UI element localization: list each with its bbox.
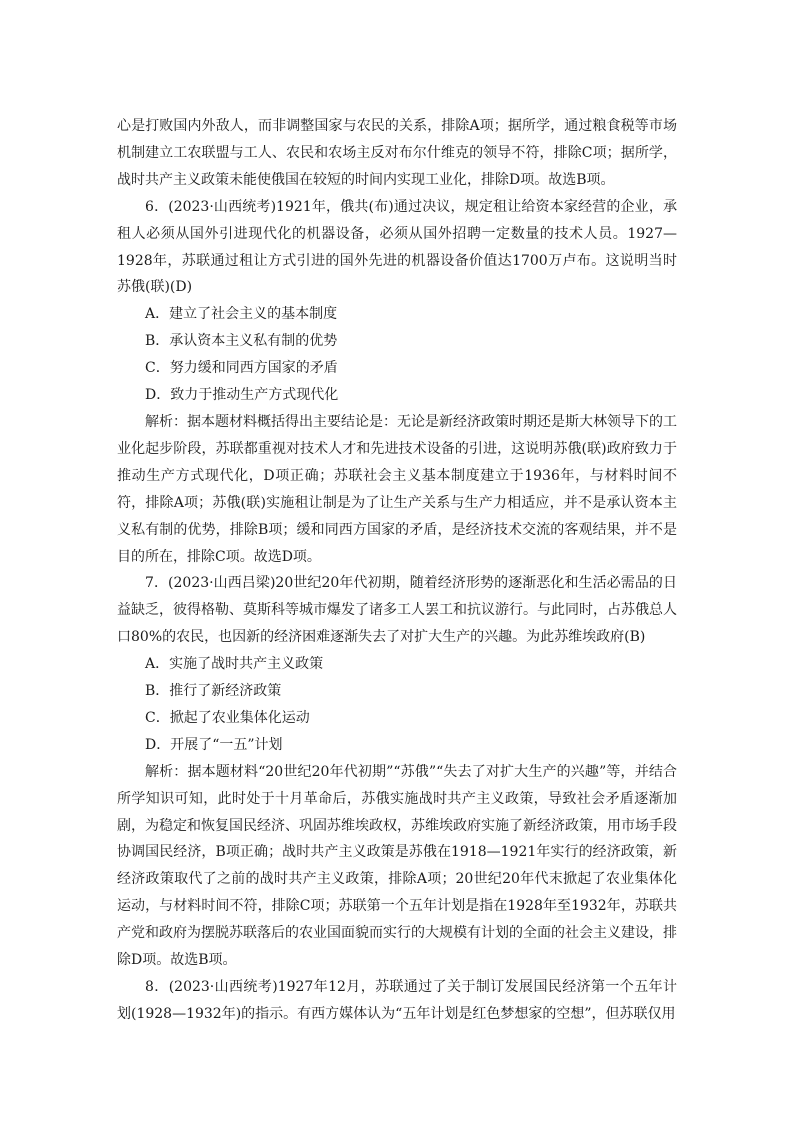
question-7-option-d: D．开展了“一五”计划 (145, 736, 283, 753)
question-7-stem: 7．(2023·山西吕梁)20世纪20年代初期，随着经济形势的逐渐恶化和生活必需品的日益缺乏，彼得格勒、莫斯科等城市爆发了诸多工人罢工和抗议游行。与此同时，占苏俄总人口80%的农民，也因新的经济困难逐渐失去了对扩大生产的兴趣。为此苏维埃政府(B) (117, 575, 677, 646)
question-6-analysis: 解析：据本题材料概括得出主要结论是：无论是新经济政策时期还是斯大林领导下的工业化起步阶段，苏联都重视对技术人才和先进技术设备的引进，这说明苏俄(联)政府致力于推动生产方式现代化，D项正确；苏联社会主义基本制度建立于1936年，与材料时间不符，排除A项；苏俄(联)实施租让制是为了让生产关系与生产力相适应，并不是承认资本主义私有制的优势，排除B项；缓和同西方国家的矛盾，是经济技术交流的客观结果，并不是目的所在，排除C项。故选D项。 (117, 413, 677, 565)
question-6-option-a: A．建立了社会主义的基本制度 (145, 306, 338, 323)
question-7-analysis: 解析：据本题材料“20世纪20年代初期”“苏俄”“失去了对扩大生产的兴趣”等，并结合所学知识可知，此时处于十月革命后，苏俄实施战时共产主义政策，导致社会矛盾逐渐加剧，为稳定和恢复国民经济、巩固苏维埃政权，苏维埃政府实施了新经济政策，用市场手段协调国民经济，B项正确；战时共产主义政策是苏俄在1918—1921年实行的经济政策，新经济政策取代了之前的战时共产主义政策，排除A项；20世纪20年代末掀起了农业集体化运动，与材料时间不符，排除C项；苏联第一个五年计划是指在1928年至1932年，苏联共产党和政府为摆脱苏联落后的农业国面貌而实行的大规模有计划的全面的社会主义建设，排除D项。故选B项。 (117, 763, 677, 969)
question-6-option-c: C．努力缓和同西方国家的矛盾 (145, 360, 338, 377)
previous-analysis-continuation: 心是打败国内外敌人，而非调整国家与农民的关系，排除A项；据所学，通过粮食税等市场机制建立工农联盟与工人、农民和农场主反对布尔什维克的领导不符，排除C项；据所学，战时共产主义政策未能使俄国在较短的时间内实现工业化，排除D项。故选B项。 (117, 118, 677, 188)
question-8-stem: 8．(2023·山西统考)1927年12月，苏联通过了关于制订发展国民经济第一个五年计划(1928—1932年)的指示。有西方媒体认为“五年计划是红色梦想家的空想”，但苏联仅用 (117, 979, 677, 1022)
document-page (117, 113, 677, 1028)
question-6-option-b: B．承认资本主义私有制的优势 (145, 333, 338, 350)
question-7-option-b: B．推行了新经济政策 (145, 683, 282, 700)
question-6-option-d: D．致力于推动生产方式现代化 (145, 387, 339, 404)
question-7-option-c: C．掀起了农业集体化运动 (145, 709, 310, 726)
question-7-option-a: A．实施了战时共产主义政策 (145, 656, 324, 673)
question-6-stem: 6．(2023·山西统考)1921年，俄共(布)通过决议，规定租让给资本家经营的企业，承租人必须从国外引进现代化的机器设备，必须从国外招聘一定数量的技术人员。1927—1928年，苏联通过租让方式引进的国外先进的机器设备价值达1700万卢布。这说明当时苏俄(联)(D) (117, 198, 677, 296)
